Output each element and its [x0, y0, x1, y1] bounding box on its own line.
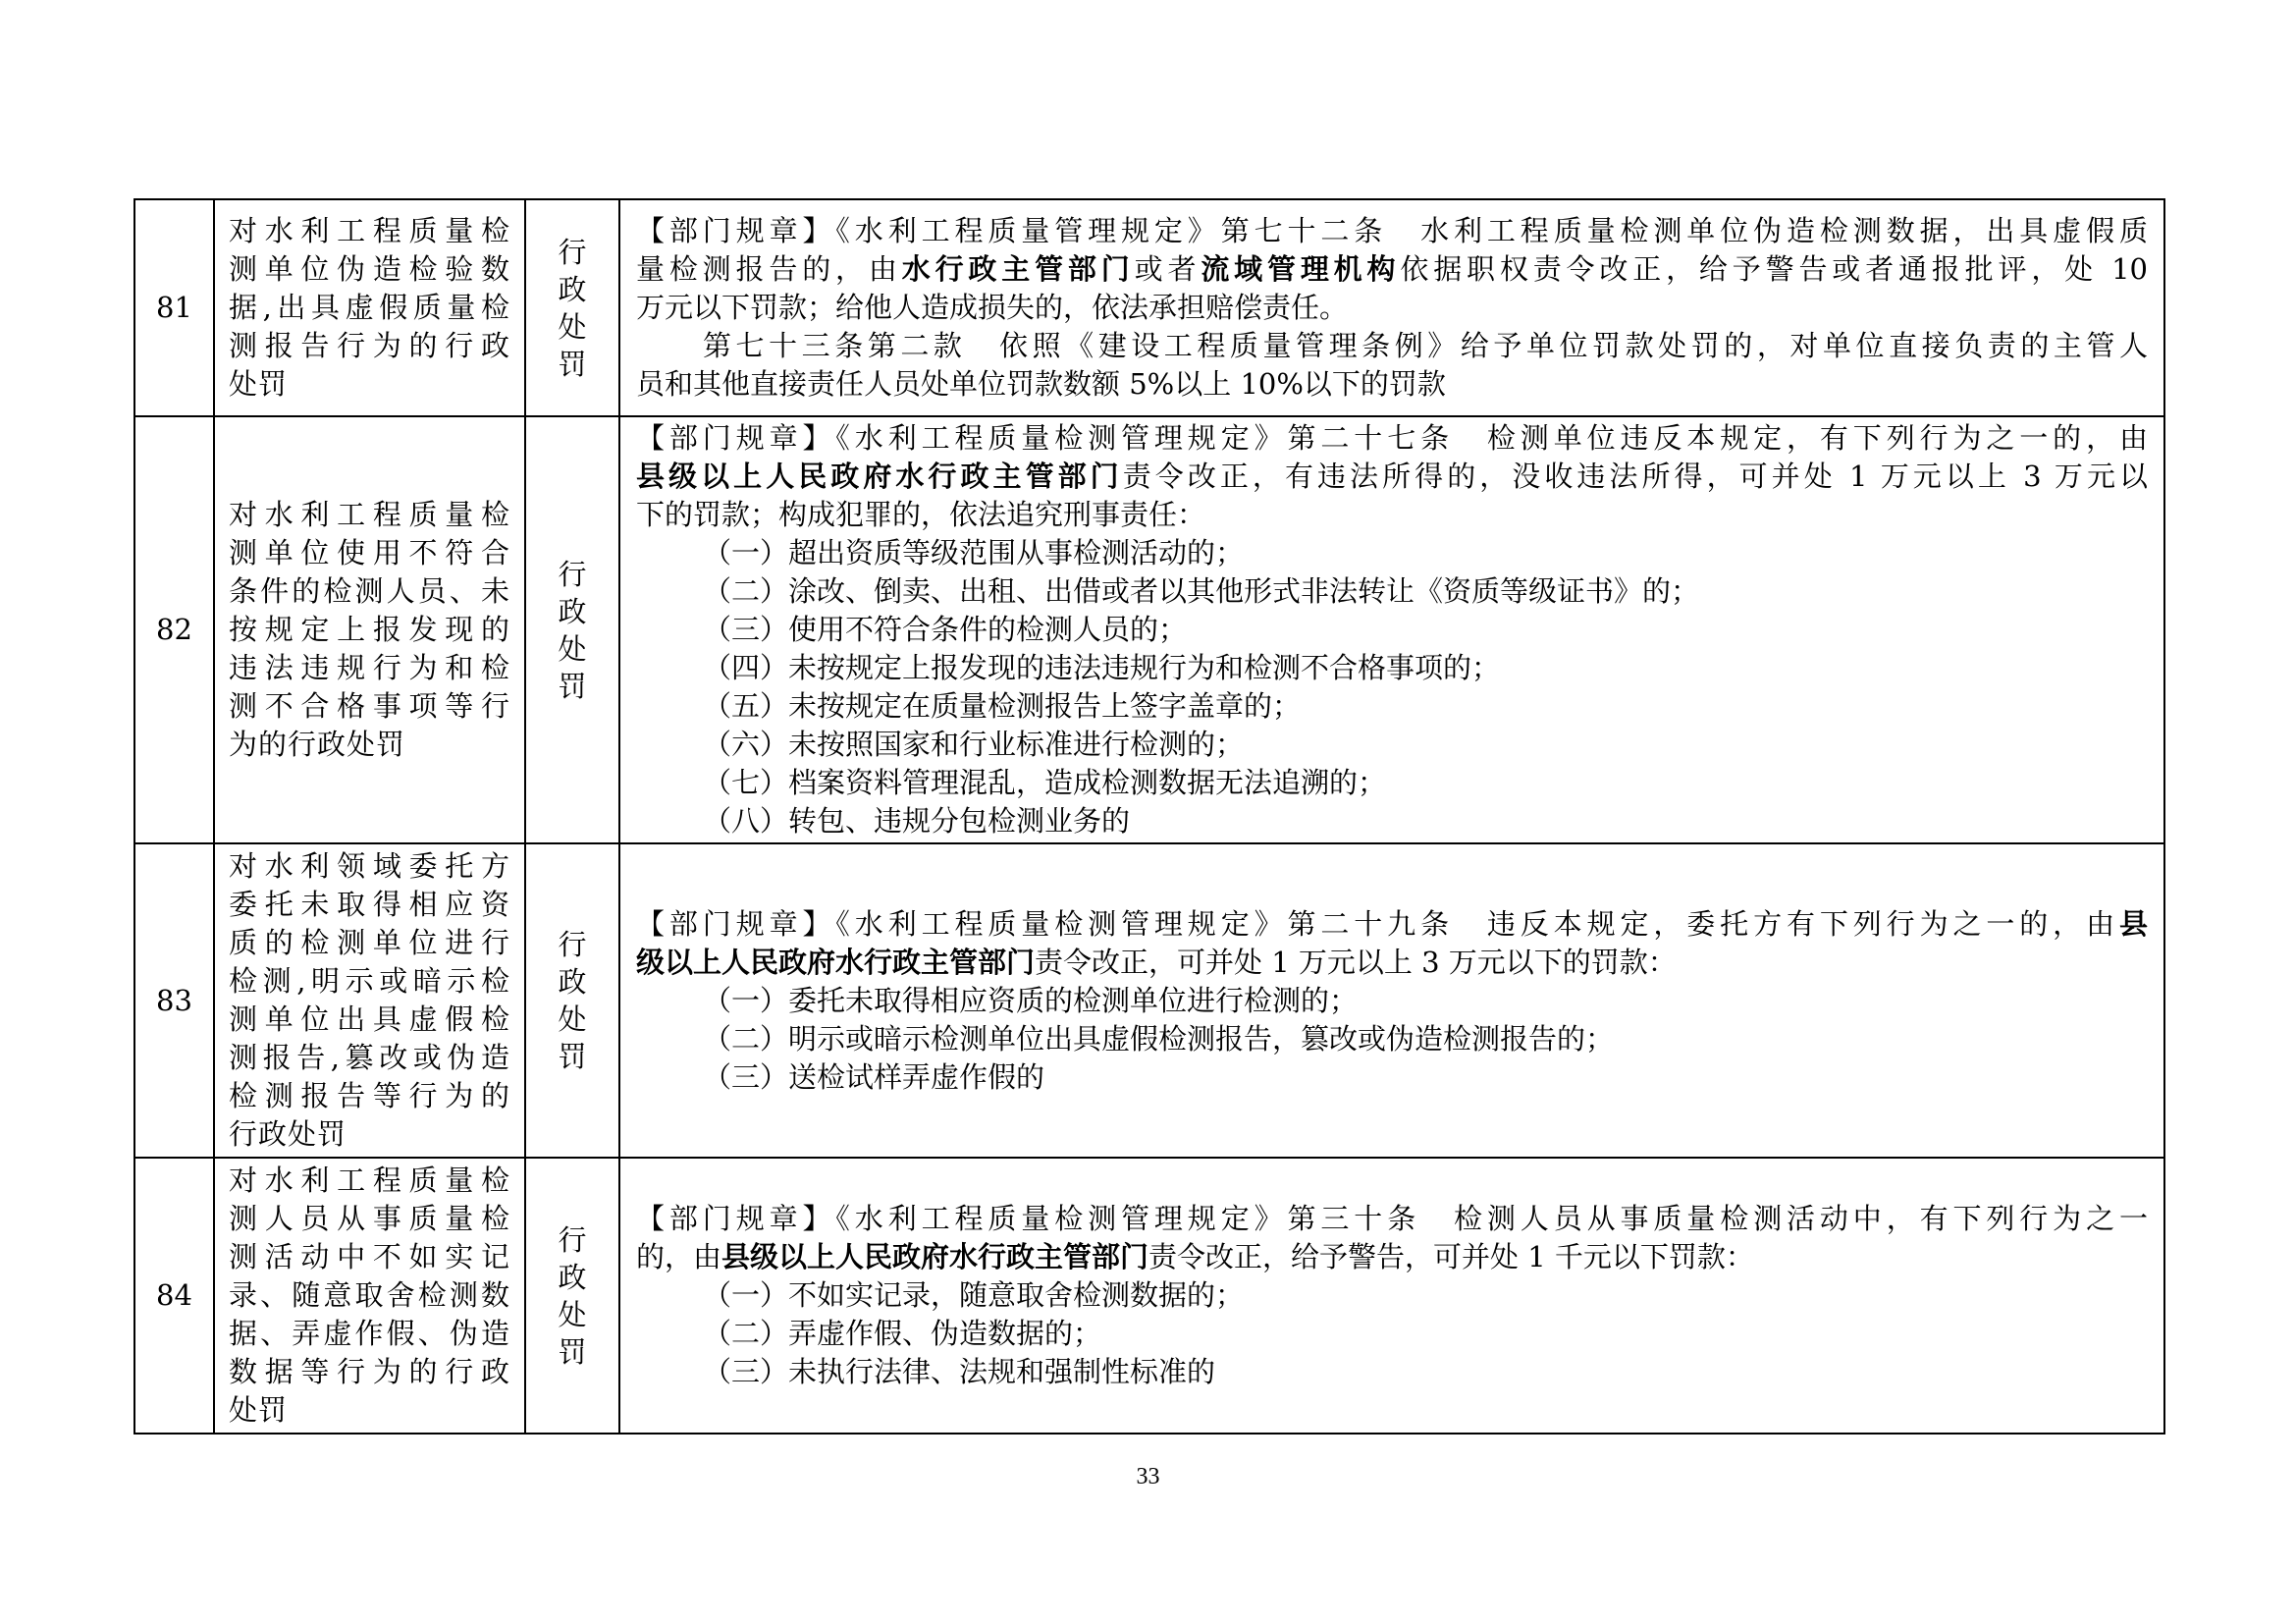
violation-name-line: 据,出具虚假质量检 — [229, 291, 510, 324]
basis-text: （二）涂改、倒卖、出租、出借或者以其他形式非法转让《资质等级证书》的； — [703, 574, 1700, 608]
legal-basis-line — [636, 1200, 2148, 1238]
basis-text: 员和其他直接责任人员处单位罚款数额 5%以上 10%以下的罚款 — [636, 367, 1446, 401]
penalty-type — [525, 843, 619, 1158]
authority-highlight: 县级以上人民政府水行政主管部门 — [636, 460, 1123, 493]
penalty-type-char: 行 — [558, 928, 587, 961]
table-row — [134, 416, 2164, 843]
basis-text: （一）委托未取得相应资质的检测单位进行检测的； — [703, 983, 1359, 1017]
legal-basis-line — [636, 802, 2148, 840]
violation-name-line: 测单位使用不符合 — [229, 536, 510, 569]
basis-text: 依据职权责令改正，给予警告或者通报批评，处 10 — [1400, 252, 2148, 286]
violation-name-line: 数据等行为的行政 — [229, 1355, 510, 1388]
violation-name — [214, 199, 525, 416]
basis-text: 责令改正，可并处 1 万元以上 3 万元以下的罚款： — [1035, 945, 1677, 979]
violation-name — [214, 416, 525, 843]
basis-text: 下的罚款；构成犯罪的，依法追究刑事责任： — [636, 498, 1206, 531]
basis-text: 责令改正，给予警告，可并处 1 千元以下罚款： — [1148, 1240, 1754, 1273]
violation-name — [214, 843, 525, 1158]
row-number: 82 — [134, 416, 214, 843]
basis-text: 责令改正，有违法所得的，没收违法所得，可并处 1 万元以上 3 万元以 — [1122, 460, 2148, 493]
penalty-type — [525, 199, 619, 416]
basis-text: 第七十三条第二款 依照《建设工程质量管理条例》给予单位罚款处罚的，对单位直接负责的主管人 — [703, 329, 2148, 362]
table-body — [134, 199, 2164, 1434]
basis-text: （四）未按规定上报发现的违法违规行为和检测不合格事项的； — [703, 651, 1501, 684]
basis-text: 万元以下罚款；给他人造成损失的，依法承担赔偿责任。 — [636, 291, 1349, 324]
legal-basis-line — [636, 944, 2148, 982]
penalty-table — [133, 198, 2165, 1435]
violation-name-line: 委托未取得相应资 — [229, 888, 510, 921]
penalty-type-char: 罚 — [558, 1040, 587, 1073]
violation-name-line: 测报告,篡改或伪造 — [229, 1041, 510, 1074]
violation-name-line: 为的行政处罚 — [229, 728, 406, 761]
penalty-type-char: 处 — [558, 1002, 587, 1036]
penalty-type-char: 行 — [558, 1222, 587, 1257]
penalty-type — [525, 1158, 619, 1434]
authority-highlight: 级以上人民政府水行政主管部门 — [636, 945, 1036, 979]
violation-name-line: 测报告行为的行政 — [229, 329, 510, 362]
basis-text: （三）送检试样弄虚作假的 — [703, 1059, 1045, 1094]
penalty-type-char: 政 — [558, 965, 587, 999]
penalty-type-char: 处 — [558, 1297, 587, 1331]
legal-basis-line — [636, 687, 2148, 726]
legal-basis-line — [636, 365, 2148, 404]
violation-name-line: 据、弄虚作假、伪造 — [229, 1317, 510, 1350]
table-row — [134, 199, 2164, 416]
legal-basis-line — [636, 1353, 2148, 1391]
row-number: 81 — [134, 199, 214, 416]
violation-name-line: 对水利工程质量检 — [229, 498, 510, 531]
violation-name-line: 对水利工程质量检 — [229, 214, 510, 247]
penalty-type-char: 处 — [558, 309, 587, 344]
violation-name — [214, 1158, 525, 1434]
penalty-type-char: 行 — [558, 557, 587, 591]
penalty-type-char: 罚 — [558, 347, 587, 381]
basis-text: 或者 — [1134, 252, 1201, 286]
authority-highlight: 县级以上人民政府水行政主管部门 — [721, 1240, 1149, 1273]
violation-name-line: 测单位伪造检验数 — [229, 252, 510, 286]
legal-basis — [619, 1158, 2164, 1434]
violation-name-line: 测人员从事质量检 — [229, 1202, 510, 1235]
legal-basis-line — [636, 1020, 2148, 1058]
violation-name-line: 录、随意取舍检测数 — [229, 1278, 510, 1312]
basis-text: （五）未按规定在质量检测报告上签字盖章的； — [703, 689, 1302, 723]
penalty-type-char: 行 — [558, 235, 587, 269]
legal-basis-line — [636, 649, 2148, 687]
table-row — [134, 843, 2164, 1158]
basis-text: 的，由 — [636, 1240, 722, 1273]
legal-basis-line — [636, 764, 2148, 802]
legal-basis-line — [636, 419, 2148, 458]
basis-text: （八）转包、违规分包检测业务的 — [703, 804, 1131, 838]
violation-name-line: 条件的检测人员、未 — [229, 574, 510, 608]
penalty-type-char: 政 — [558, 1260, 587, 1294]
authority-highlight: 流域管理机构 — [1201, 252, 1401, 286]
basis-text: 【部门规章】《水利工程质量检测管理规定》第二十七条 检测单位违反本规定，有下列行为之一的，由 — [636, 421, 2148, 455]
authority-highlight: 县 — [2118, 906, 2148, 941]
basis-text: （三）使用不符合条件的检测人员的； — [703, 613, 1188, 646]
legal-basis-line — [636, 212, 2148, 250]
basis-text: （二）弄虚作假、伪造数据的； — [703, 1317, 1102, 1350]
legal-basis-line — [636, 1276, 2148, 1315]
violation-name-line: 质的检测单位进行 — [229, 926, 510, 959]
violation-name-line: 测不合格事项等行 — [229, 689, 510, 723]
basis-text: （一）超出资质等级范围从事检测活动的； — [703, 536, 1245, 569]
penalty-type-char: 罚 — [558, 669, 587, 703]
legal-basis — [619, 199, 2164, 416]
legal-basis-line — [636, 458, 2148, 496]
authority-highlight: 水行政主管部门 — [901, 252, 1135, 286]
basis-text: （三）未执行法律、法规和强制性标准的 — [703, 1355, 1216, 1388]
legal-basis-line — [636, 250, 2148, 289]
violation-name-line: 测活动中不如实记 — [229, 1240, 510, 1273]
violation-name-line: 处罚 — [229, 1393, 289, 1427]
legal-basis-line — [636, 611, 2148, 649]
legal-basis-line — [636, 1058, 2148, 1097]
penalty-type-char: 处 — [558, 631, 587, 666]
violation-name-line: 对水利工程质量检 — [229, 1164, 510, 1197]
basis-text: （一）不如实记录，随意取舍检测数据的； — [703, 1278, 1245, 1312]
basis-text: （六）未按照国家和行业标准进行检测的； — [703, 728, 1245, 761]
legal-basis-line — [636, 496, 2148, 534]
violation-name-line: 检测报告等行为的 — [229, 1079, 510, 1112]
basis-text: 量检测报告的，由 — [636, 252, 902, 286]
violation-name-line: 按规定上报发现的 — [229, 613, 510, 646]
legal-basis-line — [636, 726, 2148, 764]
violation-name-line: 行政处罚 — [229, 1117, 347, 1151]
violation-name-line: 测单位出具虚假检 — [229, 1002, 510, 1036]
legal-basis-line — [636, 905, 2148, 944]
legal-basis-line — [636, 572, 2148, 611]
basis-text: 【部门规章】《水利工程质量检测管理规定》第三十条 检测人员从事质量检测活动中，有下列行为之一 — [636, 1202, 2148, 1235]
penalty-type-char: 政 — [558, 272, 587, 306]
legal-basis — [619, 416, 2164, 843]
basis-text: （七）档案资料管理混乱，造成检测数据无法追溯的； — [703, 766, 1387, 799]
legal-basis-line — [636, 289, 2148, 327]
basis-text: 【部门规章】《水利工程质量检测管理规定》第二十九条 违反本规定，委托方有下列行为之一的，由 — [636, 906, 2119, 941]
violation-name-line: 检测,明示或暗示检 — [229, 964, 510, 998]
page-number: 33 — [1136, 1464, 1160, 1489]
row-number: 83 — [134, 843, 214, 1158]
violation-name-line: 处罚 — [229, 367, 289, 401]
legal-basis — [619, 843, 2164, 1158]
legal-basis-line — [636, 1315, 2148, 1353]
legal-basis-line — [636, 534, 2148, 572]
basis-text: 【部门规章】《水利工程质量管理规定》第七十二条 水利工程质量检测单位伪造检测数据，出具虚假质 — [636, 214, 2148, 247]
penalty-type — [525, 416, 619, 843]
penalty-type-char: 政 — [558, 594, 587, 628]
basis-text: （二）明示或暗示检测单位出具虚假检测报告，篡改或伪造检测报告的； — [703, 1021, 1615, 1056]
legal-basis-line — [636, 982, 2148, 1020]
legal-basis-line — [636, 327, 2148, 365]
penalty-type-char: 罚 — [558, 1334, 587, 1369]
violation-name-line: 违法违规行为和检 — [229, 651, 510, 684]
row-number: 84 — [134, 1158, 214, 1434]
legal-basis-line — [636, 1238, 2148, 1276]
table-row — [134, 1158, 2164, 1434]
violation-name-line: 对水利领域委托方 — [229, 849, 510, 883]
